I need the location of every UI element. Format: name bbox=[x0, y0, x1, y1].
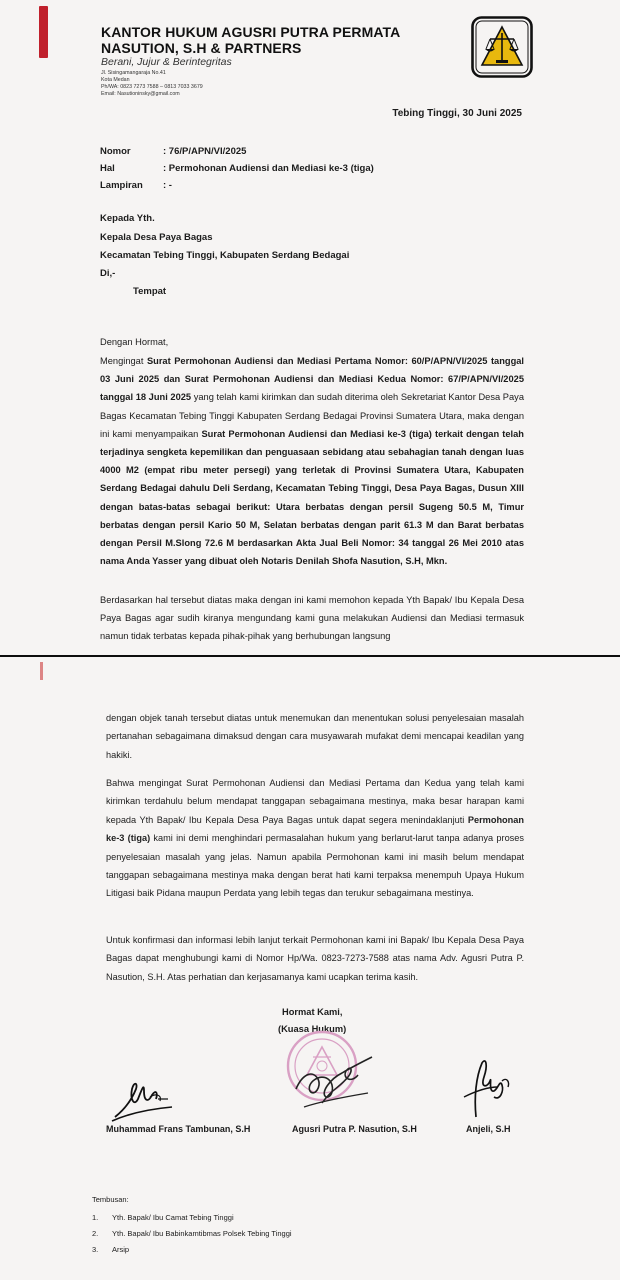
cc-item-text: Yth. Bapak/ Ibu Camat Tebing Tinggi bbox=[112, 1213, 234, 1222]
recipient-di: Di,- bbox=[100, 268, 116, 279]
signature-frans-icon bbox=[110, 1069, 180, 1124]
recipient-tempat: Tempat bbox=[133, 286, 167, 297]
recipient-line-1: Kepala Desa Paya Bagas bbox=[100, 232, 213, 243]
address-phone: Ph/WA: 0823 7273 7588 – 0813 7033 3679 bbox=[101, 84, 203, 90]
closing-role: (Kuasa Hukum) bbox=[278, 1024, 347, 1034]
signatory-name-1: Muhammad Frans Tambunan, S.H bbox=[106, 1124, 251, 1134]
page-edge-mark bbox=[40, 662, 43, 680]
p4-part-c: kami ini demi menghindari permasalahan hukum yang berlarut-larut tanpa adanya proses penyelesaian masalah yang jelas. Namun apabila Permohonan kami ini masih belum mendapat tanggapan sebagaimana mestinya maka dengan berat hati kami terpaksa menempuh Upaya Hukum Litigasi baik Pidana maupun Perdata yang lebih tegas dan terukur sebagaimana mestinya. bbox=[106, 833, 524, 899]
cc-title: Tembusan: bbox=[92, 1195, 129, 1204]
p4-part-a: Bahwa mengingat Surat Permohonan Audiensi dan Mediasi Pertama dan Kedua yang telah kami kirimkan terdahulu belum mendapat tanggapan sebagaimana mestinya, maka besar harapan kami kepada Yth Bapak/ Ibu Kepala Desa Paya Bagas untuk dapat segera menindaklanjuti bbox=[106, 778, 524, 825]
cc-item: 3. Arsip bbox=[92, 1245, 130, 1254]
signature-anjeli-icon bbox=[458, 1057, 522, 1123]
meta-lampiran-label: Lampiran bbox=[100, 180, 143, 191]
cc-item-text: Arsip bbox=[112, 1245, 130, 1254]
signatory-name-2: Agusri Putra P. Nasution, S.H bbox=[292, 1124, 417, 1134]
firm-motto: Berani, Jujur & Berintegritas bbox=[101, 56, 232, 68]
meta-nomor-value: : 76/P/APN/VI/2025 bbox=[163, 146, 247, 157]
meta-nomor-label: Nomor bbox=[100, 146, 131, 157]
meta-hal-label: Hal bbox=[100, 163, 115, 174]
letter-page-2 bbox=[0, 657, 620, 1280]
body-paragraph-1 bbox=[100, 352, 524, 570]
address-city: Kota Medan bbox=[101, 77, 130, 83]
cc-item: 2. Yth. Bapak/ Ibu Babinkamtibmas Polsek Tebing Tinggi bbox=[92, 1229, 292, 1238]
firm-name: KANTOR HUKUM AGUSRI PUTRA PERMATA NASUTION, S.H & PARTNERS bbox=[101, 24, 400, 56]
body-paragraph-3: dengan objek tanah tersebut diatas untuk menemukan dan menentukan solusi penyelesaian masalah pertanahan sebagaimana dimaksud dengan cara musyawarah mufakat demi mencapai keadilan yang hakiki. bbox=[106, 713, 524, 760]
cc-item: 1. Yth. Bapak/ Ibu Camat Tebing Tinggi bbox=[92, 1213, 234, 1222]
body-paragraph-2: Berdasarkan hal tersebut diatas maka dengan ini kami memohon kepada Yth Bapak/ Ibu Kepala Desa Paya Bagas agar sudih kiranya mengundang kami guna melakukan Audiensi dan Mediasi termasuk namun tidak terbatas kepada pihak-pihak yang berhubungan langsung bbox=[100, 595, 524, 642]
p1-part-e: terkait dengan telah terjadinya sengketa kepemilikan dan penguasaan sebidang atau sebahagian tanah dengan luas 4000 M2 (empat ribu meter persegi) yang terletak di Provinsi Sumatera Utara, Kabupaten Serdang Bedagai dahulu Deli Serdang, Kecamatan Tebing Tinggi, Desa Paya Bagas, Dusun XIII dengan batas-batas sebagai berikut: Utara berbatas dengan persil Sugeng 50.5 M, Timur berbatas dengan persil Kario 50 M, Selatan berbatas dengan parit 61.3 M dan Barat berbatas dengan Persil M.Slong 72.6 M berdasarkan Akta Jual Beli Nomor: 34 tanggal 26 Mei 2010 atas nama Anda Yasser yang dibuat oleh Notaris Denilah Shofa Nasution, S.H, Mkn. bbox=[100, 428, 524, 567]
address-street: Jl. Sisingamangaraja No.41 bbox=[101, 70, 166, 76]
cc-item-text: Yth. Bapak/ Ibu Babinkamtibmas Polsek Tebing Tinggi bbox=[112, 1229, 292, 1238]
meta-hal-value: : Permohonan Audiensi dan Mediasi ke-3 (tiga) bbox=[163, 163, 374, 174]
p4-part-b: Permohonan ke-3 (tiga) bbox=[106, 814, 524, 844]
p1-part-b: Surat Permohonan Audiensi dan Mediasi Pertama Nomor: 60/P/APN/VI/2025 tanggal 03 Juni 2025 dan Surat Permohonan Audiensi dan Mediasi Kedua Nomor: 67/P/APN/VI/2025 tanggal 18 Juni 2025 bbox=[100, 356, 524, 403]
closing-regards: Hormat Kami, bbox=[282, 1007, 343, 1017]
meta-lampiran-value: : - bbox=[163, 180, 172, 191]
firm-logo-scales-icon bbox=[471, 16, 533, 78]
recipient-salutation: Kepada Yth. bbox=[100, 213, 155, 224]
p1-part-a: Mengingat bbox=[100, 356, 147, 366]
body-paragraph-4 bbox=[106, 774, 524, 903]
signature-agusri-icon bbox=[292, 1049, 382, 1119]
signatory-name-3: Anjeli, S.H bbox=[466, 1124, 511, 1134]
letter-date: Tebing Tinggi, 30 Juni 2025 bbox=[392, 108, 522, 119]
letterhead-accent-bar bbox=[39, 6, 48, 58]
meta-hal bbox=[100, 163, 374, 174]
greeting: Dengan Hormat, bbox=[100, 337, 169, 347]
meta-nomor bbox=[100, 146, 246, 157]
p1-part-d: Surat Permohonan Audiensi dan Mediasi ke-3 (tiga) bbox=[201, 428, 432, 439]
meta-lampiran bbox=[100, 180, 172, 191]
address-email: Email: Nasutioninsky@gmail.com bbox=[101, 91, 180, 97]
p1-part-c: yang telah kami kirimkan dan sudah diterima oleh Sekretariat Kantor Desa Paya Bagas Kecamatan Tebing Tinggi Kabupaten Serdang Bedagai Provinsi Sumatera Utara, maka dengan ini kami menyampaikan bbox=[100, 392, 524, 439]
recipient-line-2: Kecamatan Tebing Tinggi, Kabupaten Serdang Bedagai bbox=[100, 250, 350, 261]
body-paragraph-5: Untuk konfirmasi dan informasi lebih lanjut terkait Permohonan kami ini Bapak/ Ibu Kepala Desa Paya Bagas dapat menghubungi kami di Nomor Hp/Wa. 0823-7273-7588 atas nama Adv. Agusri Putra P. Nasution, S.H. Atas perhatian dan kerjasamanya kami ucapkan terima kasih. bbox=[106, 935, 524, 982]
